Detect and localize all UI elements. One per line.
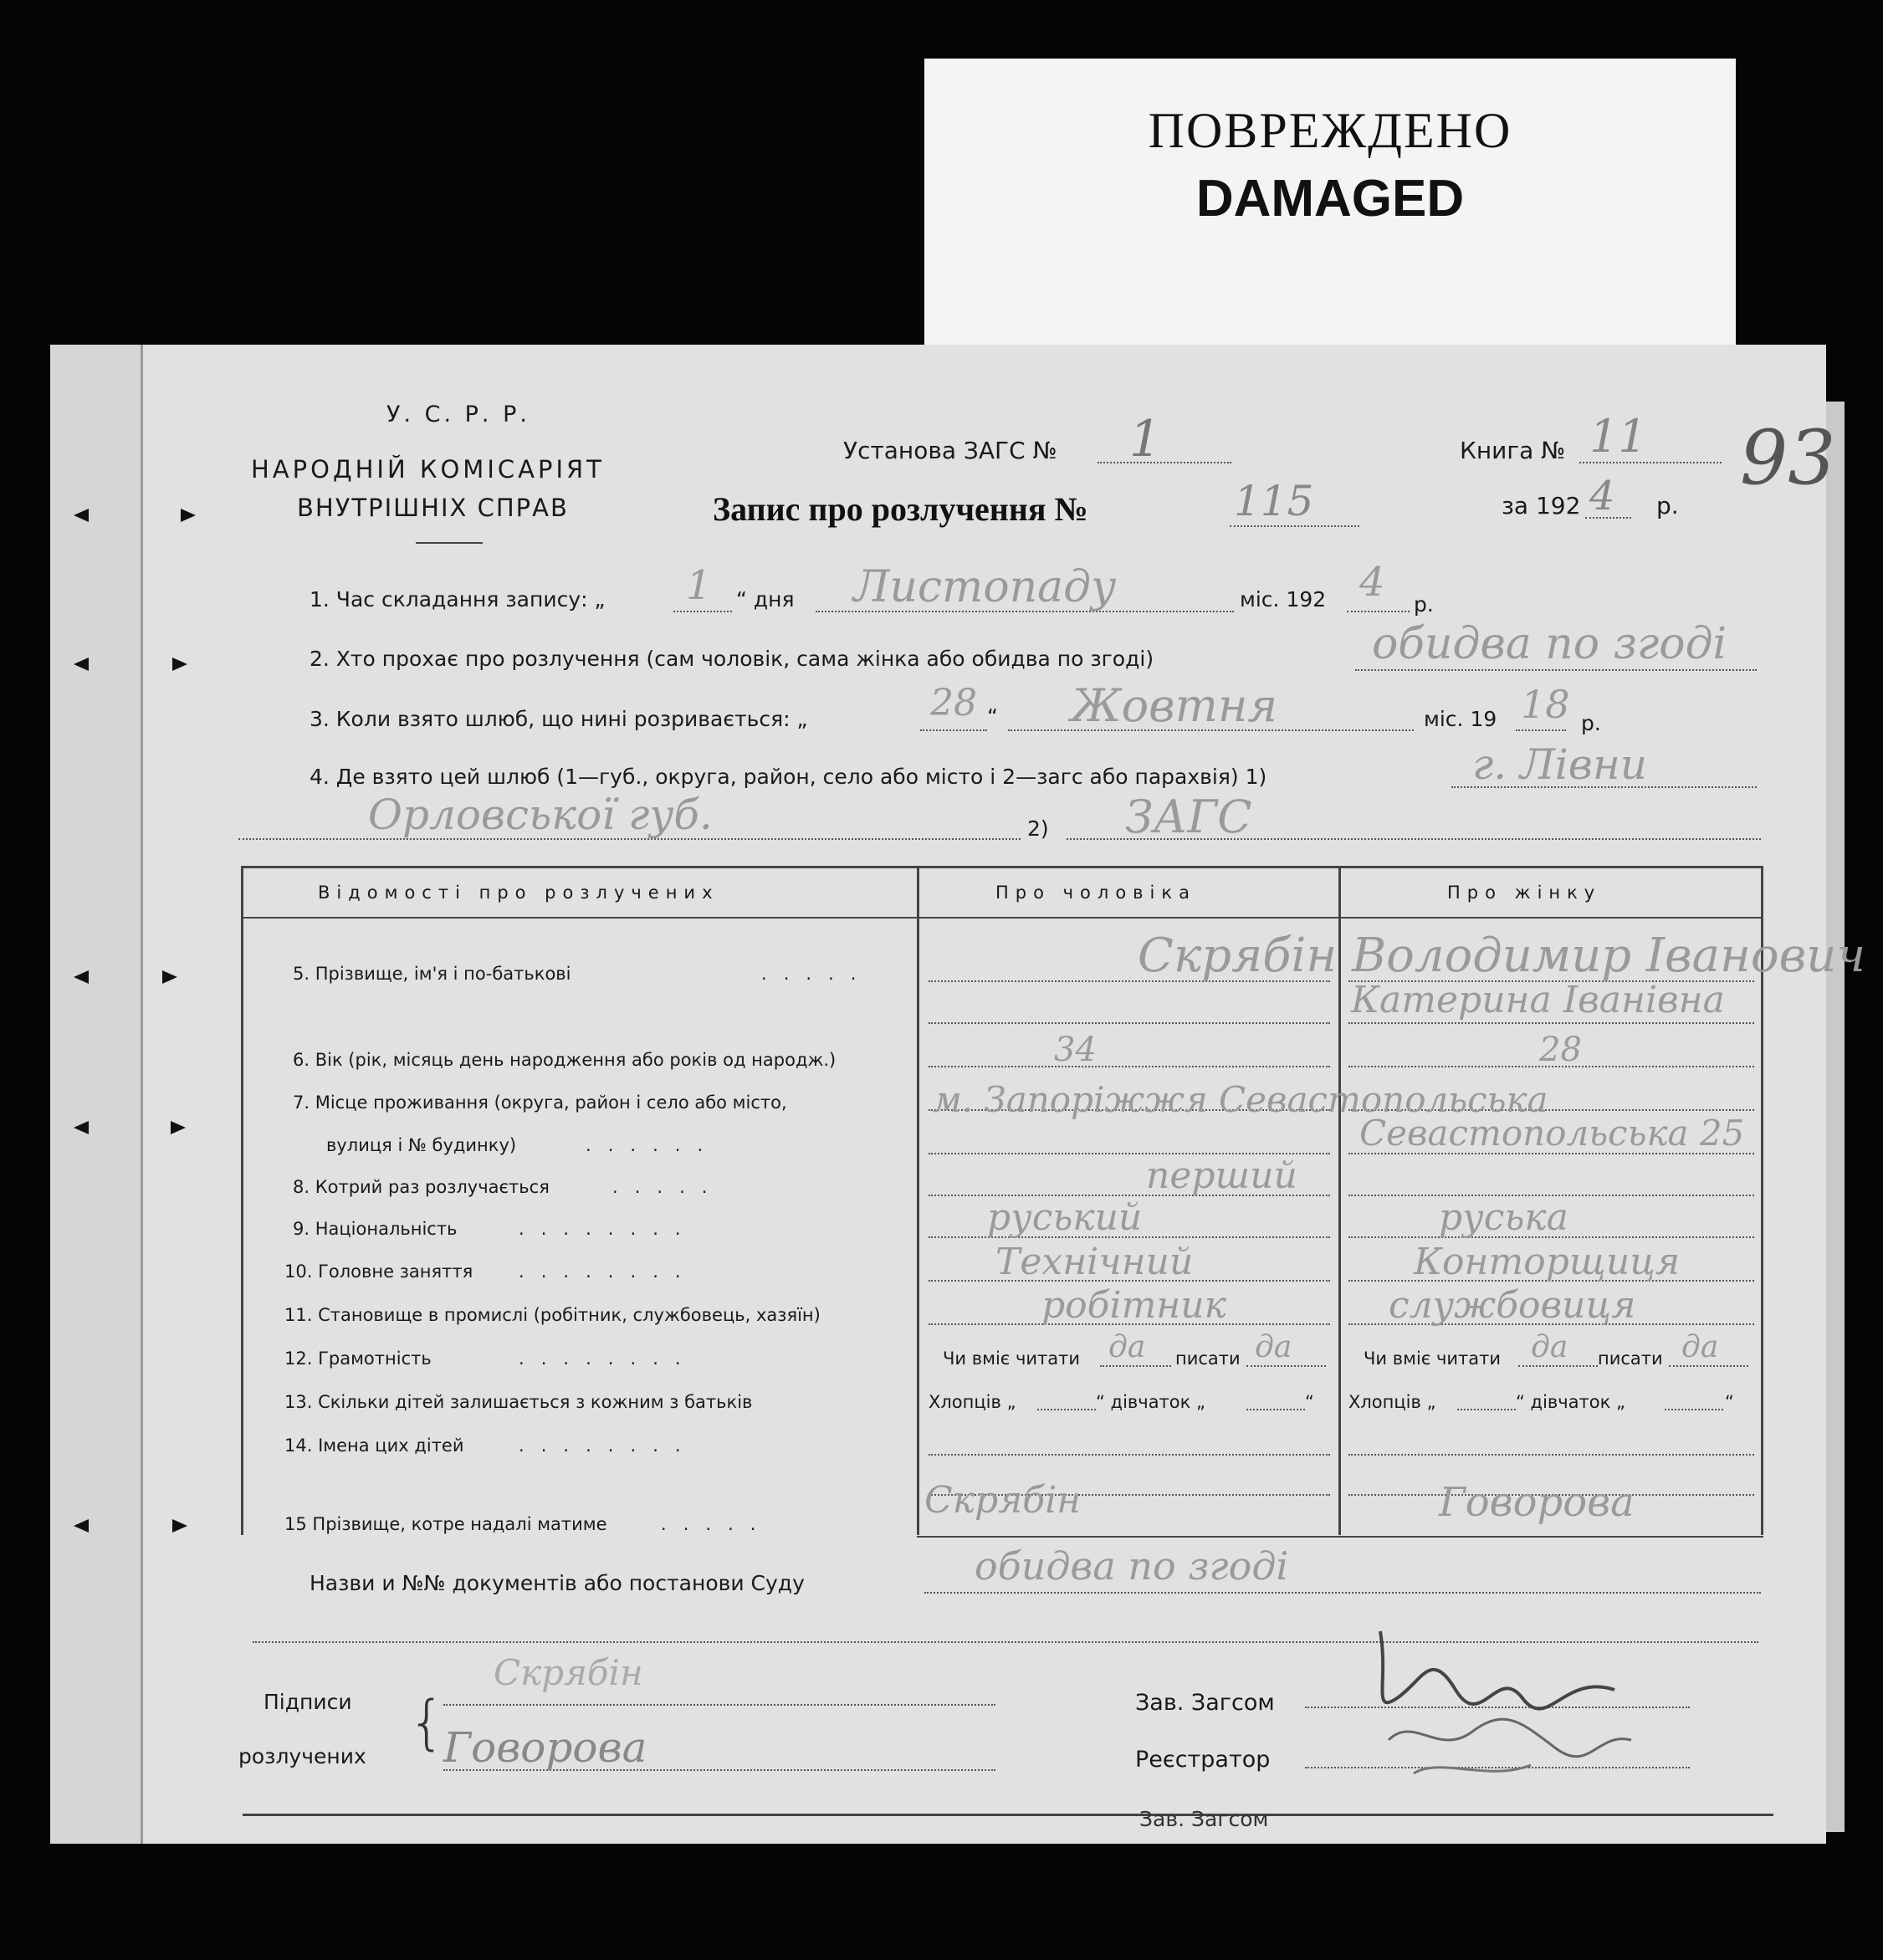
head-label: Зав. Загсом	[1135, 1690, 1275, 1716]
table-col-divider-1	[917, 866, 919, 1535]
binding-hole	[181, 509, 196, 522]
binding-hole	[74, 658, 89, 671]
documents-value: обидва по згоді	[975, 1543, 1289, 1589]
field-4-value-1: г. Лівни	[1472, 740, 1648, 789]
office-value: 1	[1129, 410, 1162, 468]
husband-read-line	[1100, 1365, 1171, 1367]
row-11-label: 11. Становище в промислі (робітник, службовець, хазяїн)	[284, 1305, 821, 1325]
wife-name: Катерина Іванівна	[1351, 979, 1725, 1021]
office-label: Установа ЗАГС №	[843, 437, 1057, 464]
wife-future-surname: Говорова	[1439, 1479, 1635, 1526]
wife-line	[1348, 1454, 1754, 1456]
table-bottom-border	[917, 1536, 1763, 1538]
husband-boys-label: Хлопців „	[929, 1392, 1016, 1412]
field-1-suffix: р.	[1414, 592, 1434, 617]
documents-label: Назви и №№ документів або постанови Суду	[310, 1571, 805, 1595]
signatures-label-1: Підписи	[264, 1690, 352, 1714]
wife-read-label: Чи вміє читати	[1364, 1348, 1502, 1369]
signatures-label-2: розлучених	[238, 1744, 366, 1768]
field-4-label-2: 2)	[1027, 816, 1049, 841]
col-header-wife: Про жінку	[1447, 883, 1602, 903]
wife-children-close: “	[1725, 1392, 1734, 1412]
row-8-label: 8. Котрий раз розлучається	[293, 1177, 550, 1197]
field-3-day-line	[920, 729, 987, 731]
wife-occupation: Конторщиця	[1414, 1241, 1681, 1283]
row-12-label: 12. Грамотність	[284, 1348, 432, 1369]
wife-age: 28	[1539, 1031, 1582, 1069]
field-3-year: 18	[1521, 682, 1570, 727]
row-14-leader: . . . . . . . .	[519, 1435, 681, 1456]
field-1-day: 1	[686, 562, 712, 609]
row-7-label-2: вулиця і № будинку)	[326, 1135, 517, 1155]
field-3-mid: “	[987, 704, 998, 729]
husband-write-line	[1246, 1365, 1326, 1367]
year-label: за 192	[1502, 492, 1581, 519]
wife-girls-line	[1665, 1409, 1723, 1410]
binding-hole	[74, 970, 89, 984]
husband-line	[929, 1022, 1330, 1024]
record-number-line	[1230, 525, 1359, 527]
wife-boys-label: Хлопців „	[1348, 1392, 1436, 1412]
year-value: 4	[1589, 473, 1615, 519]
table-left-border	[241, 866, 243, 1535]
binding-hole	[171, 1121, 186, 1134]
binding-hole	[74, 509, 89, 522]
husband-status: робітник	[1041, 1284, 1226, 1327]
field-1-year: 4	[1359, 559, 1385, 606]
field-1-day-line	[673, 611, 732, 612]
field-3-month: Жовтня	[1071, 679, 1278, 732]
documents-line	[924, 1592, 1761, 1594]
wife-residence: Севастопольська 25	[1359, 1113, 1745, 1154]
damaged-stamp-ua: ПОВРЕЖДЕНО	[1148, 103, 1512, 158]
husband-read-label: Чи вміє читати	[943, 1348, 1081, 1369]
husband-children-close: “	[1305, 1392, 1314, 1412]
husband-line	[929, 1454, 1330, 1456]
wife-nationality: руська	[1439, 1196, 1568, 1239]
field-4-label: 4. Де взято цей шлюб (1—губ., округа, район, село або місто і 2—загс або парахвія) 1)	[310, 765, 1267, 789]
commissariat-line-2: ВНУТРІШНІХ СПРАВ	[297, 494, 569, 522]
field-3-year-line	[1516, 729, 1566, 731]
row-10-label: 10. Головне заняття	[284, 1261, 473, 1282]
wife-read-line	[1518, 1365, 1598, 1367]
wife-status: службовиця	[1389, 1284, 1636, 1327]
field-1-year-line	[1347, 611, 1410, 612]
signature-1: Скрябін	[494, 1652, 643, 1693]
husband-boys-line	[1037, 1409, 1096, 1410]
wife-girls-label: “ дівчаток „	[1516, 1392, 1625, 1412]
field-2-label: 2. Хто прохає про розлучення (сам чоловік, сама жінка або обидва по згоді)	[310, 647, 1154, 671]
binding-hole	[172, 1519, 187, 1533]
header-divider	[416, 542, 483, 544]
record-number: 115	[1234, 477, 1314, 525]
official-signatures-drawing	[1364, 1615, 1640, 1799]
husband-residence: м. Запоріжжя Севастопольська	[933, 1079, 1548, 1120]
wife-line	[1348, 1022, 1754, 1024]
row-15-label: 15 Прізвище, котре надалі матиме	[284, 1514, 607, 1534]
field-1-label: 1. Час складання запису: „	[310, 587, 606, 612]
row-15-leader: . . . . .	[661, 1514, 756, 1534]
husband-write-label: писати	[1175, 1348, 1241, 1369]
year-suffix: р.	[1656, 492, 1679, 519]
row-8-leader: . . . . .	[612, 1177, 708, 1197]
signature-2: Говорова	[443, 1723, 647, 1772]
row-5-label: 5. Прізвище, ім'я і по-батькові	[293, 964, 571, 984]
signatures-brace: {	[408, 1688, 446, 1757]
row-7-leader: . . . . . .	[586, 1135, 704, 1155]
commissariat-line-1: НАРОДНІЙ КОМІСАРІЯТ	[251, 455, 605, 484]
husband-read-value: да	[1108, 1330, 1146, 1364]
table-top-border	[241, 866, 1763, 868]
wife-write-value: да	[1681, 1330, 1719, 1364]
row-10-leader: . . . . . . . .	[519, 1261, 681, 1282]
sheet-number: 93	[1740, 414, 1836, 502]
damaged-stamp-en: DAMAGED	[1195, 170, 1465, 228]
husband-future-surname: Скрябін	[924, 1479, 1082, 1522]
husband-occupation: Технічний	[995, 1241, 1194, 1283]
field-3-label: 3. Коли взято шлюб, що нині розривається: „	[310, 707, 808, 731]
col-header-husband: Про чоловіка	[995, 883, 1196, 903]
registrar-label: Реєстратор	[1135, 1747, 1271, 1773]
wife-write-line	[1669, 1365, 1748, 1367]
field-4-value-1b: Орловської губ.	[368, 791, 713, 839]
husband-write-value: да	[1255, 1330, 1292, 1364]
field-4-value-2: ЗАГС	[1125, 791, 1252, 843]
husband-girls-line	[1246, 1409, 1305, 1410]
husband-nationality: руський	[987, 1196, 1143, 1239]
husband-age: 34	[1054, 1031, 1097, 1069]
field-1-month-label: міс. 192	[1240, 587, 1327, 612]
book-value: 11	[1589, 410, 1647, 463]
lower-page-head-label: Зав. Загсом	[1139, 1807, 1269, 1831]
binding-hole	[172, 658, 187, 671]
field-2-line	[1355, 669, 1757, 671]
binding-hole	[74, 1121, 89, 1134]
field-3-day: 28	[930, 682, 977, 724]
republic-label: У. С. Р. Р.	[386, 402, 530, 427]
row-6-label: 6. Вік (рік, місяць день народження або років од народж.)	[293, 1050, 837, 1070]
row-5-leader: . . . . .	[761, 964, 857, 984]
book-label: Книга №	[1460, 437, 1566, 464]
row-12-leader: . . . . . . . .	[519, 1348, 681, 1369]
husband-girls-label: “ дівчаток „	[1096, 1392, 1205, 1412]
row-9-label: 9. Національність	[293, 1219, 458, 1239]
field-3-suffix: р.	[1581, 711, 1601, 735]
form-bottom-rule	[243, 1814, 1773, 1816]
col-header-info: Відомості про розлучених	[318, 883, 719, 903]
binding-margin	[50, 345, 143, 1844]
table-header-border	[241, 917, 1763, 919]
office-line	[1098, 462, 1231, 463]
wife-boys-line	[1457, 1409, 1516, 1410]
husband-surname: Скрябін Володимир Іванович	[1138, 929, 1866, 983]
signature-line-1	[443, 1704, 995, 1706]
wife-write-label: писати	[1598, 1348, 1663, 1369]
field-3-month-label: міс. 19	[1424, 707, 1497, 731]
wife-read-value: да	[1531, 1330, 1568, 1364]
field-2-value: обидва по згоді	[1372, 619, 1727, 669]
field-1-month: Листопаду	[853, 562, 1117, 612]
husband-divorce-count: перший	[1146, 1154, 1297, 1197]
row-14-label: 14. Імена цих дітей	[284, 1435, 464, 1456]
record-title: Запис про розлучення №	[713, 490, 1088, 528]
row-13-label: 13. Скільки дітей залишається з кожним з батьків	[284, 1392, 753, 1412]
binding-hole	[162, 970, 177, 984]
row-9-leader: . . . . . . . .	[519, 1219, 681, 1239]
husband-line	[929, 1066, 1330, 1067]
field-1-day-word: “ дня	[736, 587, 795, 612]
binding-hole	[74, 1519, 89, 1533]
row-7-label: 7. Місце проживання (округа, район і село або місто,	[293, 1093, 787, 1113]
